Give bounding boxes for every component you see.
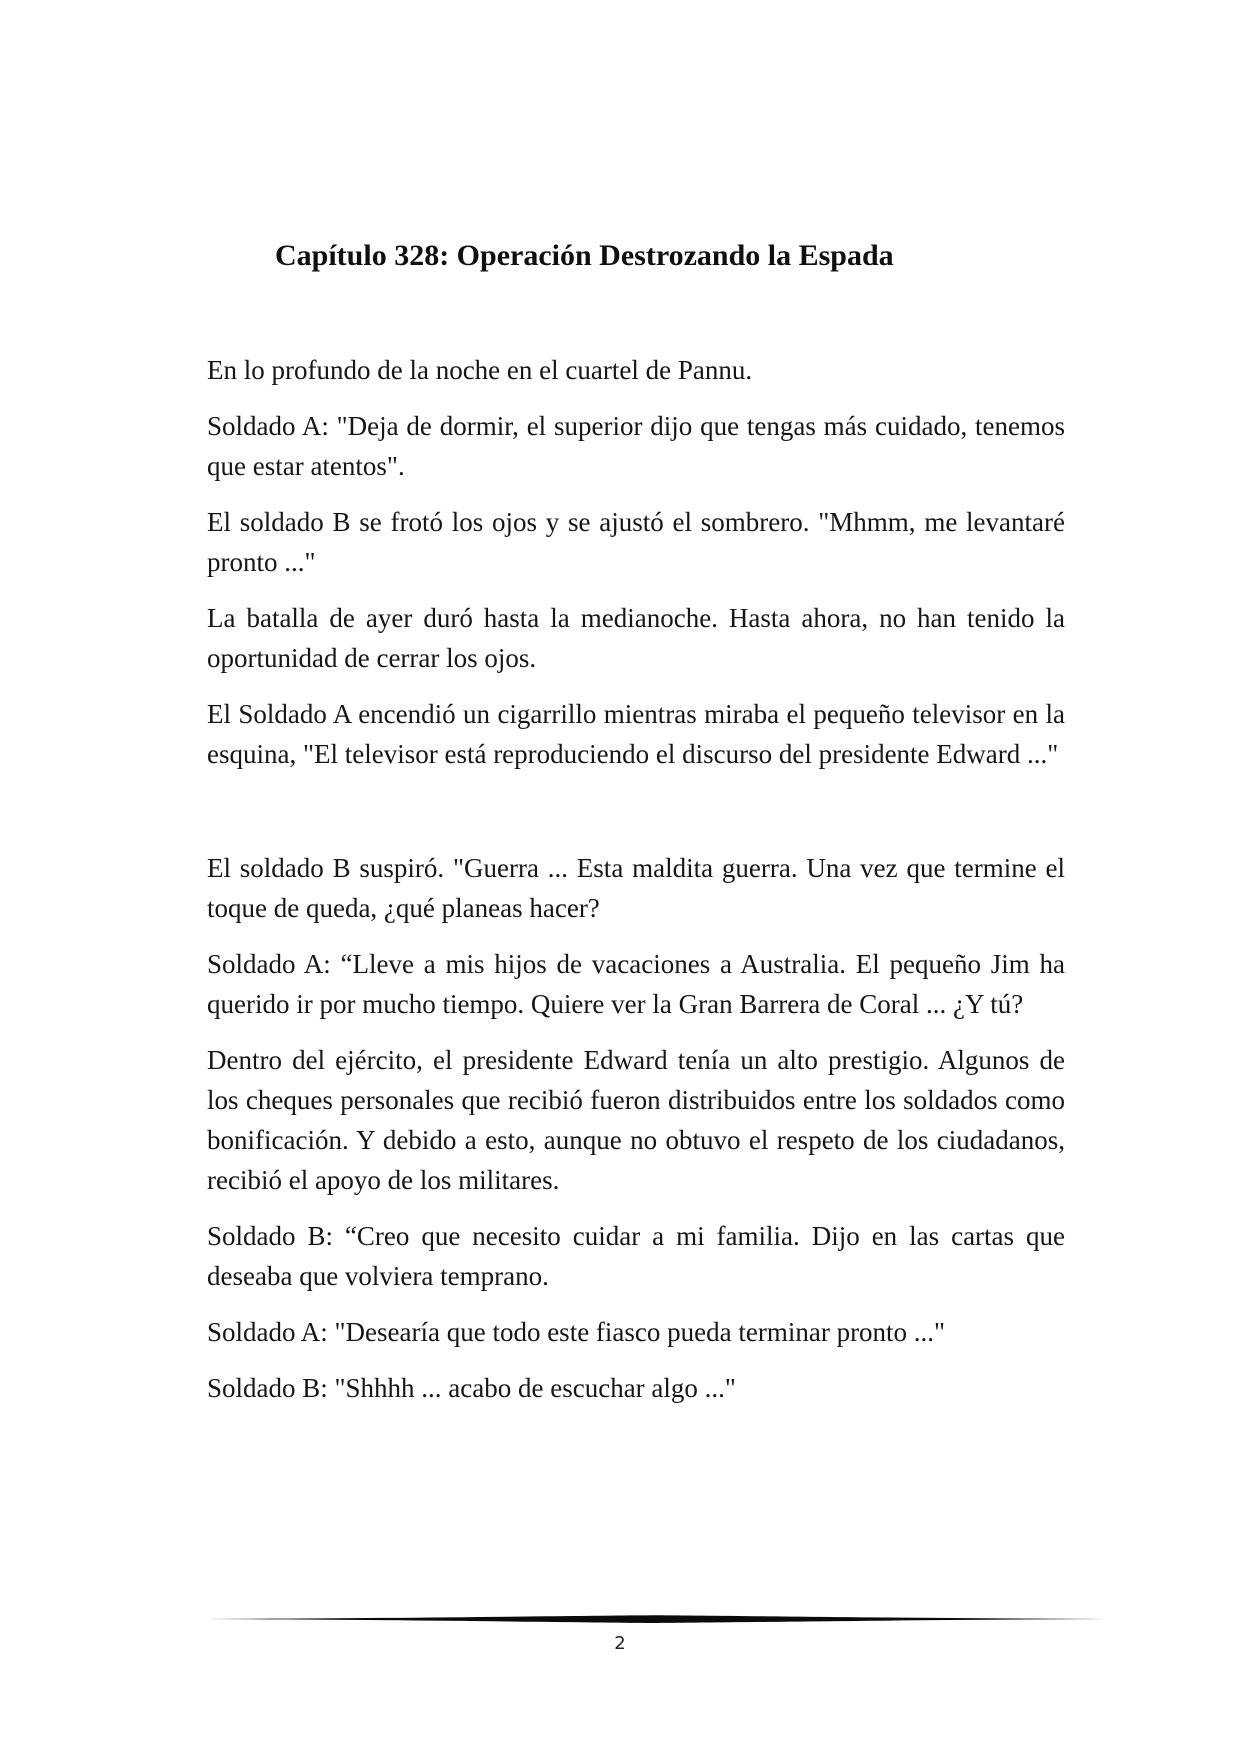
chapter-body (207, 350, 1065, 1424)
paragraph: El soldado B se frotó los ojos y se ajustó el sombrero. "Mhmm, me levantaré pronto ..." (207, 507, 1065, 577)
footer-divider (207, 1613, 1107, 1625)
paragraph: Soldado B: "Shhhh ... acabo de escuchar algo ..." (207, 1373, 736, 1403)
paragraph: Dentro del ejército, el presidente Edward tenía un alto prestigio. Algunos de los cheques personales que recibió fueron distribuidos entre los soldados como bonificación. Y debido a esto, aunque no obtuvo el respeto de los ciudadanos, recibió el apoyo de los militares. (207, 1045, 1065, 1195)
page-number: 2 (614, 1633, 626, 1654)
paragraph: Soldado B: “Creo que necesito cuidar a mi familia. Dijo en las cartas que deseaba que volviera temprano. (207, 1221, 1065, 1291)
paragraph: Soldado A: "Deja de dormir, el superior dijo que tengas más cuidado, tenemos que estar atentos". (207, 411, 1065, 481)
paragraph: La batalla de ayer duró hasta la medianoche. Hasta ahora, no han tenido la oportunidad de cerrar los ojos. (207, 603, 1065, 673)
paragraph: El soldado B suspiró. "Guerra ... Esta maldita guerra. Una vez que termine el toque de queda, ¿qué planeas hacer? (207, 853, 1065, 923)
paragraph: Soldado A: "Desearía que todo este fiasco pueda terminar pronto ..." (207, 1317, 946, 1347)
chapter-title: Capítulo 328: Operación Destrozando la Espada (275, 239, 894, 272)
paragraph: El Soldado A encendió un cigarrillo mientras miraba el pequeño televisor en la esquina, "El televisor está reproduciendo el discurso del presidente Edward ..." (207, 699, 1065, 769)
paragraph: En lo profundo de la noche en el cuartel de Pannu. (207, 355, 753, 385)
paragraph: Soldado A: “Lleve a mis hijos de vacaciones a Australia. El pequeño Jim ha querido ir por mucho tiempo. Quiere ver la Gran Barrera de Coral ... ¿Y tú? (207, 949, 1065, 1019)
